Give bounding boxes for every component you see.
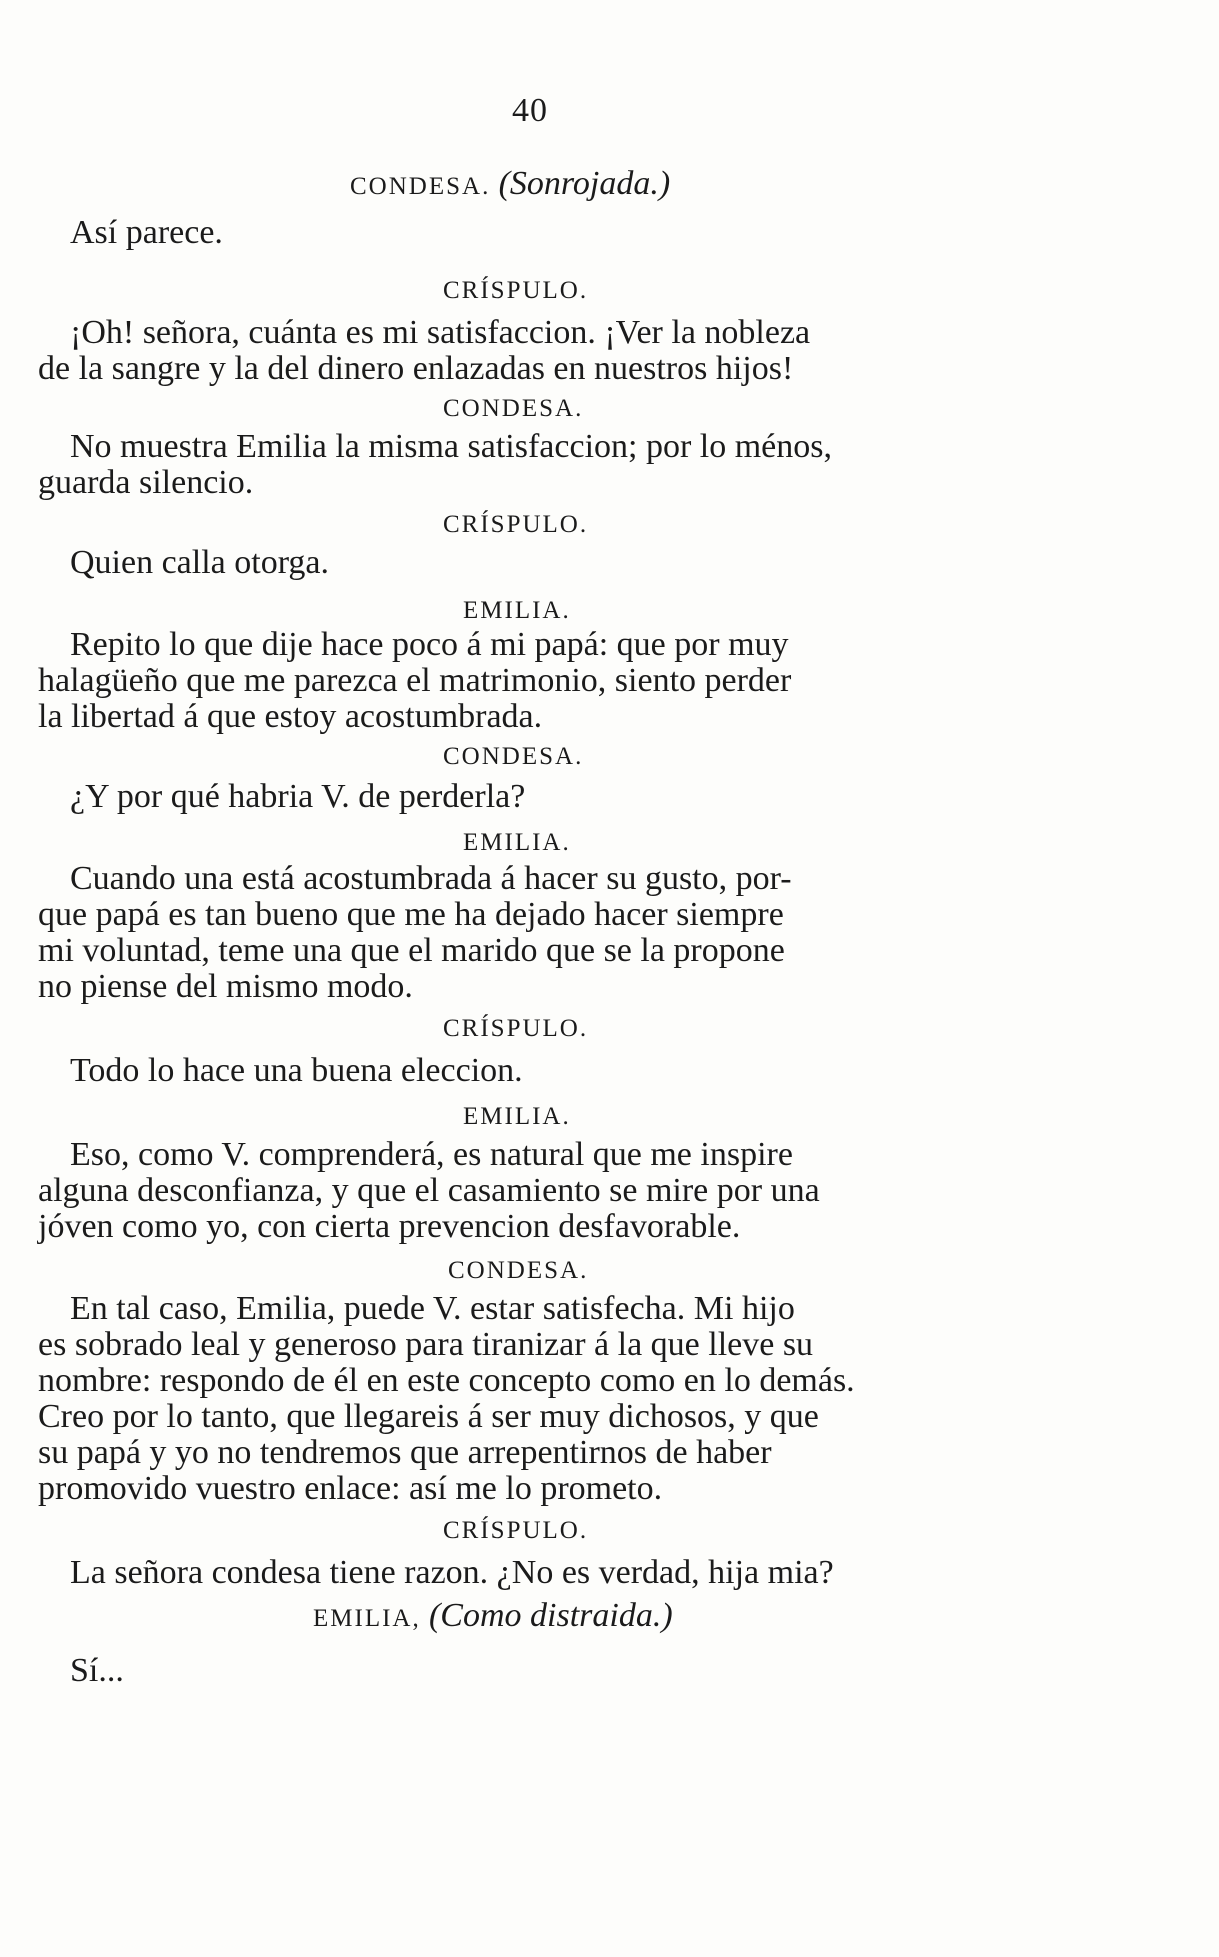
speech-line: Cuando una está acostumbrada á hacer su gusto, por-	[70, 860, 792, 897]
speech-line: halagüeño que me parezca el matrimonio, siento perder	[38, 662, 792, 699]
speech	[38, 627, 1018, 735]
speech	[38, 1137, 1018, 1245]
stage-direction: (Sonrojada.)	[498, 165, 671, 202]
speech-line: Así parece.	[70, 214, 223, 251]
speech-line: mi voluntad, teme una que el marido que se la propone	[38, 932, 785, 969]
speech	[38, 315, 1018, 387]
speech-line: Todo lo hace una buena eleccion.	[70, 1052, 523, 1089]
speaker-label: CRÍSPULO.	[443, 277, 589, 304]
speech	[38, 1653, 1018, 1689]
speaker-label: CRÍSPULO.	[443, 511, 589, 538]
speech	[38, 1291, 1018, 1507]
speech	[38, 1555, 1018, 1591]
speech-line: nombre: respondo de él en este concepto como en lo demás.	[38, 1362, 855, 1399]
speech-line: ¿Y por qué habria V. de perderla?	[70, 778, 526, 815]
speaker-label: CRÍSPULO.	[443, 1517, 589, 1544]
speech	[38, 545, 1018, 581]
speech-line: Quien calla otorga.	[70, 544, 330, 581]
speech-line: Sí...	[70, 1652, 124, 1689]
speaker-label: CONDESA.	[443, 743, 584, 770]
speaker-label: CONDESA. (Sonrojada.)	[350, 165, 671, 202]
speech-line: En tal caso, Emilia, puede V. estar satisfecha. Mi hijo	[70, 1290, 795, 1327]
speech-line: que papá es tan bueno que me ha dejado hacer siempre	[38, 896, 784, 933]
speech	[38, 215, 1018, 251]
speech	[38, 1053, 1018, 1089]
speaker-label: EMILIA, (Como distraida.)	[313, 1597, 673, 1634]
speech-line: es sobrado leal y generoso para tiranizar á la que lleve su	[38, 1326, 814, 1363]
play-text	[38, 165, 1018, 1689]
speech	[38, 779, 1018, 815]
speaker-label: CONDESA.	[448, 1257, 589, 1284]
speech-line: Eso, como V. comprenderá, es natural que me inspire	[70, 1136, 793, 1173]
page-number: 40	[512, 92, 548, 129]
speech	[38, 429, 1018, 501]
speech	[38, 861, 1018, 1005]
speech-line: Repito lo que dije hace poco á mi papá: que por muy	[70, 626, 789, 663]
speech-line: guarda silencio.	[38, 464, 254, 501]
speech-line: No muestra Emilia la misma satisfaccion; por lo ménos,	[70, 428, 832, 465]
stage-direction: (Como distraida.)	[428, 1597, 673, 1634]
speech-line: no piense del mismo modo.	[38, 968, 413, 1005]
speaker-label: CRÍSPULO.	[443, 1015, 589, 1042]
speech-line: ¡Oh! señora, cuánta es mi satisfaccion. ¡Ver la nobleza	[70, 314, 811, 351]
speaker-label: CONDESA.	[443, 395, 584, 422]
speech-line: alguna desconfianza, y que el casamiento se mire por una	[38, 1172, 820, 1209]
speech-line: La señora condesa tiene razon. ¿No es verdad, hija mia?	[70, 1554, 834, 1591]
speaker-label: EMILIA.	[463, 597, 571, 624]
speech-line: Creo por lo tanto, que llegareis á ser muy dichosos, y que	[38, 1398, 819, 1435]
speech-line: jóven como yo, con cierta prevencion desfavorable.	[38, 1208, 741, 1245]
speaker-label: EMILIA.	[463, 829, 571, 856]
speech-line: promovido vuestro enlace: así me lo prometo.	[38, 1470, 663, 1507]
speech-line: de la sangre y la del dinero enlazadas en nuestros hijos!	[38, 350, 794, 387]
speech-line: la libertad á que estoy acostumbrada.	[38, 698, 543, 735]
speaker-label: EMILIA.	[463, 1103, 571, 1130]
speech-line: su papá y yo no tendremos que arrepentirnos de haber	[38, 1434, 772, 1471]
